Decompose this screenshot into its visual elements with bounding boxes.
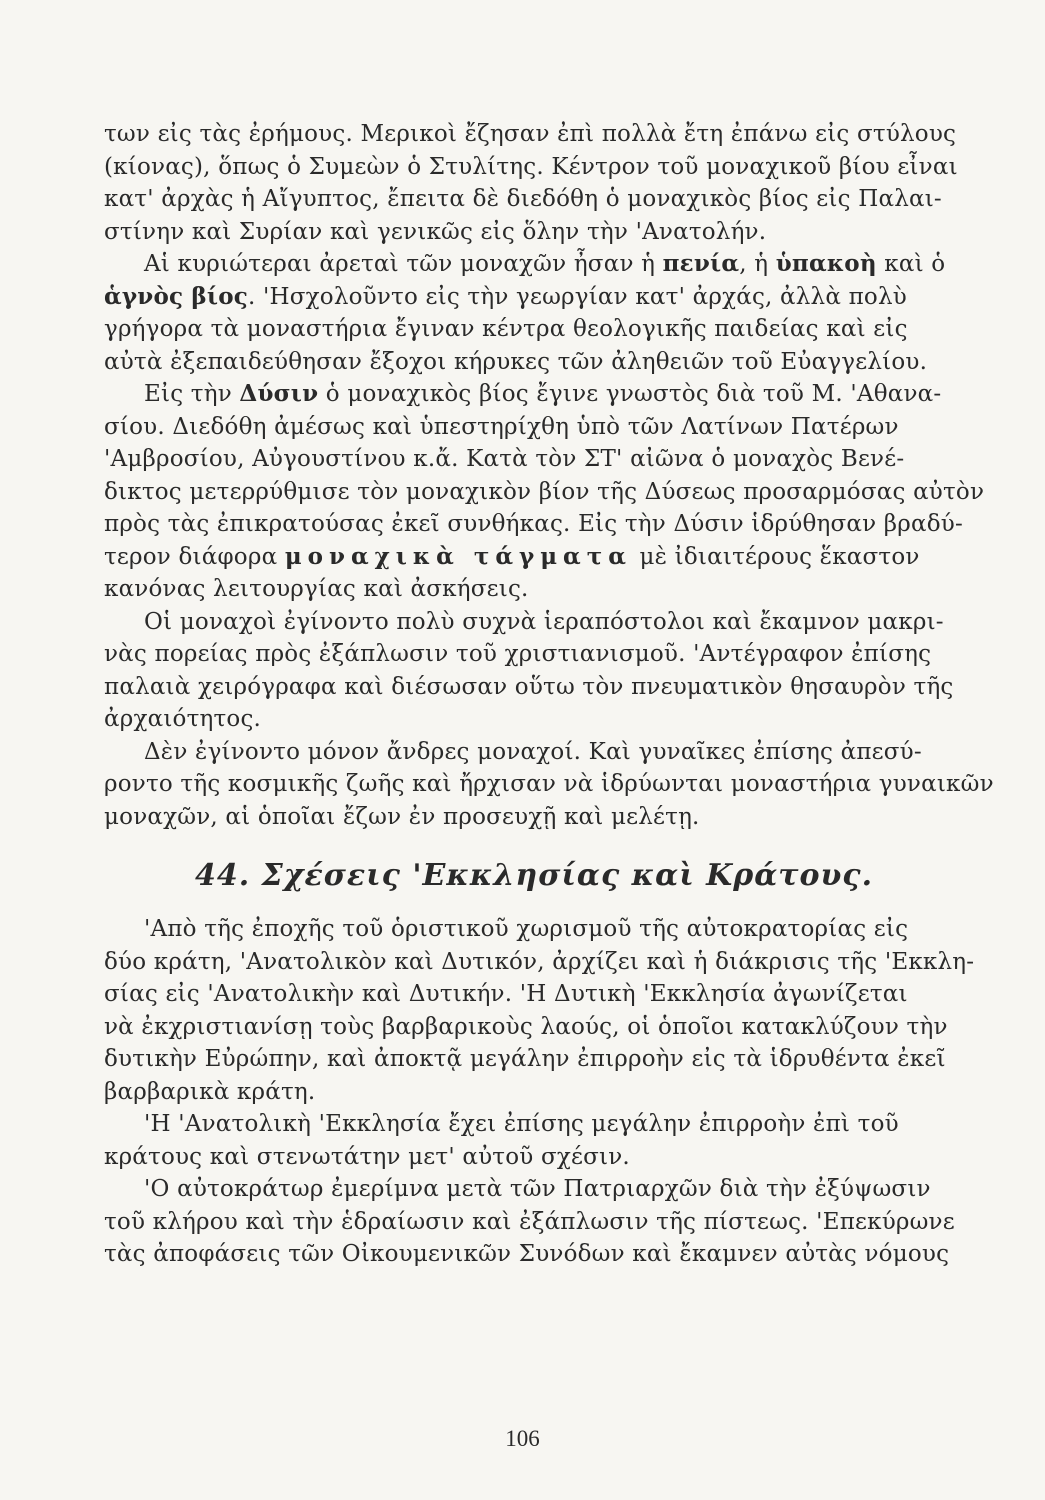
text-span: Εἰς τὴν [144,381,240,407]
bold-term-west: Δύσιν [239,380,319,407]
text-span: τερον διάφορα [104,543,285,570]
text-line: 'Η 'Ανατολικὴ 'Εκκλησία ἔχει ἐπίσης μεγάλην ἐπιρροὴν ἐπὶ τοῦ [144,1111,899,1137]
text-line: σίας εἰς 'Ανατολικὴν καὶ Δυτικήν. 'Η Δυτικὴ 'Εκκλησία ἀγωνίζεται [104,981,908,1007]
bold-term-poverty: πενία [662,250,740,277]
section-heading: 44. Σχέσεις 'Εκκλησίας καὶ Κράτους. [194,858,874,893]
text-line: σίου. Διεδόθη ἀμέσως καὶ ὑπεστηρίχθη ὑπὸ τῶν Λατίνων Πατέρων [104,413,899,440]
text-line: 'Αμβροσίου, Αὐγουστίνου κ.ἄ. Κατὰ τὸν ΣΤ' αἰῶνα ὁ μοναχὸς Βενέ- [104,446,905,472]
text-line: κατ' ἀρχὰς ἡ Αἴγυπτος, ἔπειτα δὲ διεδόθη ὁ μοναχικὸς βίος εἰς Παλαι- [104,186,942,212]
text-line: πρὸς τὰς ἐπικρατούσας ἐκεῖ συνθήκας. Εἰς τὴν Δύσιν ἱδρύθησαν βραδύ- [104,511,963,537]
text-line: νὰ ἐκχριστιανίσῃ τοὺς βαρβαρικοὺς λαούς, οἱ ὁποῖοι κατακλύζουν τὴν [104,1013,948,1040]
text-line [104,281,964,314]
text-line: 'Απὸ τῆς ἐποχῆς τοῦ ὁριστικοῦ χωρισμοῦ τῆς αὐτοκρατορίας εἰς [144,916,909,942]
text-line: τὰς ἀποφάσεις τῶν Οἰκουμενικῶν Συνόδων καὶ ἔκαμνεν αὐτὰς νόμους [104,1241,950,1267]
text-line: κράτους καὶ στενωτάτην μετ' αὐτοῦ σχέσιν. [104,1143,630,1170]
text-line: Δὲν ἐγίνοντο μόνον ἄνδρες μοναχοί. Καὶ γυναῖκες ἐπίσης ἀπεσύ- [144,738,922,765]
page-number: 106 [505,1426,540,1451]
text-line: ροντο τῆς κοσμικῆς ζωῆς καὶ ἤρχισαν νὰ ἱδρύωνται μοναστήρια γυναικῶν [104,771,994,797]
text-span: ὁ μοναχικὸς βίος ἔγινε γνωστὸς διὰ τοῦ Μ. 'Αθανα- [318,381,942,407]
book-page [104,118,994,1271]
text-line: στίνην καὶ Συρίαν καὶ γενικῶς εἰς ὅλην τὴν 'Ανατολήν. [104,218,767,245]
bold-term-chastity: ἁγνὸς βίος [104,282,248,310]
text-line: παλαιὰ χειρόγραφα καὶ διέσωσαν οὕτω τὸν πνευματικὸν θησαυρὸν τῆς [104,673,954,700]
text-line: των εἰς τὰς ἐρήμους. Μερικοὶ ἔζησαν ἐπὶ πολλὰ ἔτη ἐπάνω εἰς στύλους [104,121,957,147]
text-line: κανόνας λειτουργίας καὶ ἀσκήσεις. [104,576,529,602]
text-span: . 'Ησχολοῦντο εἰς τὴν γεωργίαν κατ' ἀρχάς, ἀλλὰ πολὺ [247,283,907,310]
text-line [104,378,964,411]
text-line: δικτος μετερρύθμισε τὸν μοναχικὸν βίον τῆς Δύσεως προσαρμόσας αὐτὸν [104,478,985,505]
text-line: Οἱ μοναχοὶ ἐγίνοντο πολὺ συχνὰ ἱεραπόστολοι καὶ ἔκαμνον μακρι- [144,608,944,635]
text-span: καὶ ὁ [876,251,946,277]
text-line: δυτικὴν Εὐρώπην, καὶ ἀποκτᾷ μεγάλην ἐπιρροὴν εἰς τὰ ἱδρυθέντα ἐκεῖ [104,1046,946,1072]
text-line: τοῦ κλήρου καὶ τὴν ἑδραίωσιν καὶ ἐξάπλωσιν τῆς πίστεως. 'Επεκύρωνε [104,1208,955,1235]
text-line: νὰς πορείας πρὸς ἐξάπλωσιν τοῦ χριστιανισμοῦ. 'Αντέγραφον ἐπίσης [104,641,932,667]
text-line: δύο κράτη, 'Ανατολικὸν καὶ Δυτικόν, ἀρχίζει καὶ ἡ διάκρισις τῆς 'Εκκλη- [104,948,975,975]
text-line [104,248,964,281]
text-span: , ἡ [739,251,776,277]
bold-term-obedience: ὑπακοὴ [775,250,877,277]
text-line: αὐτὰ ἐξεπαιδεύθησαν ἔξοχοι κήρυκες τῶν ἀληθειῶν τοῦ Εὐαγγελίου. [104,348,928,375]
text-line: (κίονας), ὅπως ὁ Συμεὼν ὁ Στυλίτης. Κέντρον τοῦ μοναχικοῦ βίου εἶναι [104,153,958,180]
spaced-term-monastic-orders: μοναχικὰ τάγματα [284,542,632,570]
text-line: μοναχῶν, αἱ ὁποῖαι ἔζων ἐν προσευχῇ καὶ μελέτῃ. [104,803,700,830]
text-line [104,541,964,574]
text-span: Αἱ κυριώτεραι ἀρεταὶ τῶν μοναχῶν ἦσαν ἡ [144,251,663,277]
text-line: ἀρχαιότητος. [104,706,262,732]
text-line: 'Ο αὐτοκράτωρ ἐμερίμνα μετὰ τῶν Πατριαρχῶν διὰ τὴν ἐξύψωσιν [144,1176,931,1202]
text-span: μὲ ἰδιαιτέρους ἕκαστον [631,543,920,570]
text-line: βαρβαρικὰ κράτη. [104,1078,316,1105]
text-line: γρήγορα τὰ μοναστήρια ἔγιναν κέντρα θεολογικῆς παιδείας καὶ εἰς [104,316,908,342]
